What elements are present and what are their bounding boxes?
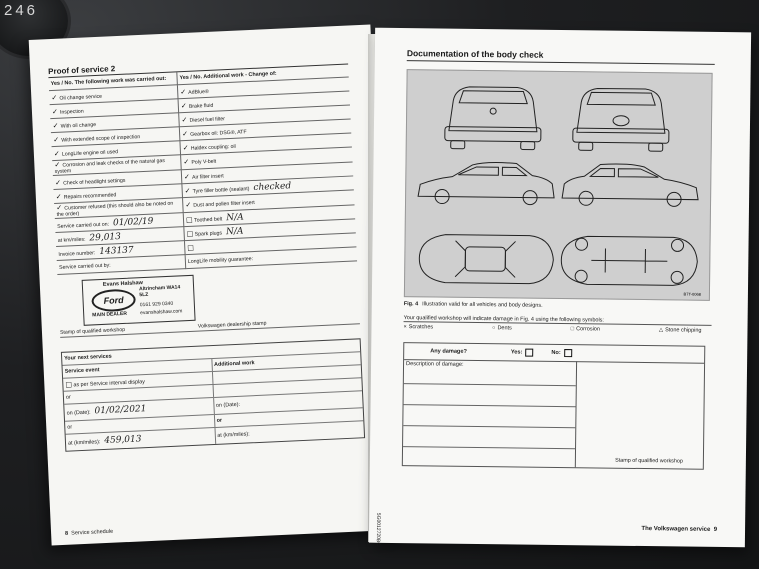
no-checkbox[interactable] — [564, 349, 572, 357]
interval-option: □as per Service interval display — [63, 372, 212, 392]
checkmark-icon: ✓ — [55, 192, 62, 201]
service-row-left: ✓ With extended scope of inspection — [51, 127, 180, 147]
fig-code: B7T-0068 — [683, 291, 701, 297]
handwritten-entry: 29,013 — [89, 231, 122, 243]
handwritten-date: 01/02/2021 — [94, 404, 147, 417]
handwritten-note: N/A — [225, 225, 244, 237]
service-row-left: ✓ Inspection — [50, 99, 179, 119]
figure-caption: Fig. 4 Illustration valid for all vehicles and body designs. — [403, 301, 543, 309]
service-row-right: ✓ Diesel fuel filter — [179, 105, 351, 127]
car-top-view — [419, 234, 554, 284]
damage-instruction: Your qualified workshop will indicate damage in Fig. 4 using the following symbols: — [404, 315, 712, 326]
damage-symbol: □ Corrosion — [570, 326, 600, 333]
checkmark-icon: ✓ — [182, 143, 189, 152]
left-footer: 8 Service schedule — [65, 528, 114, 537]
right-or: or — [214, 408, 363, 428]
car-rear-view — [445, 87, 542, 150]
car-outlines-svg — [405, 70, 712, 300]
checkmark-icon: ✓ — [51, 107, 59, 116]
service-row-left: Service carried out by: — [57, 255, 186, 275]
service-row-right: ✓ Dust and pollen filter insert — [183, 190, 355, 213]
service-row-left: Service carried out on: 01/02/19 — [55, 213, 184, 233]
or-label-2: or — [65, 415, 214, 435]
checkmark-icon: ✓ — [181, 129, 189, 138]
car-body-diagram — [404, 69, 713, 301]
handwritten-entry: 143137 — [99, 244, 134, 257]
checkbox-icon: □ — [186, 229, 194, 238]
handwritten-entry: 01/02/19 — [112, 216, 154, 228]
no-label: No: — [551, 349, 561, 357]
checkmark-icon: ✓ — [56, 203, 63, 212]
checkmark-icon: ✓ — [183, 172, 191, 181]
header-left: Yes / No. The following work was carried out: — [48, 72, 177, 90]
checkmark-icon: ✓ — [180, 101, 187, 110]
checkbox-icon: □ — [65, 380, 73, 389]
workshop-stamp-label: Stamp of qualified workshop — [615, 457, 683, 465]
checkmark-icon: ✓ — [183, 157, 190, 167]
description-label: Description of damage: — [404, 359, 576, 386]
service-booklet-right-page — [369, 28, 751, 548]
stamp-label: Stamp of qualified workshop — [59, 326, 126, 336]
service-row-right: □Toothed belt N/A — [183, 205, 355, 227]
service-row-left: ✓ Corrosion and leak checks of the natural gas system — [52, 155, 181, 176]
right-footer: The Volkswagen service 9 — [641, 526, 718, 533]
damage-description-area — [403, 359, 577, 467]
service-row-right: ✓ Poly V-belt — [181, 147, 353, 170]
car-left-side-view — [418, 162, 554, 205]
checkbox-icon: □ — [185, 215, 193, 224]
service-row-right: ✓ Gearbox oil: DSG®, ATF — [179, 119, 351, 141]
service-row-right: LongLife mobility guarantee: — [185, 247, 357, 269]
checkmark-icon: ✓ — [181, 115, 188, 124]
additional-work-header: Additional work — [212, 352, 361, 372]
checkmark-icon: ✓ — [180, 87, 187, 96]
stamp-town: Altrincham WA14 5LZ — [138, 284, 181, 299]
service-table — [48, 65, 357, 275]
checkmark-icon: ✓ — [51, 93, 58, 102]
yes-label: Yes: — [510, 349, 523, 356]
stamp-dealer: MAIN DEALER — [92, 310, 128, 319]
service-row-left: at km/miles: 29,013 — [55, 227, 184, 247]
yes-checkbox[interactable] — [525, 349, 533, 357]
car-front-view — [573, 88, 670, 151]
header-right: Yes / No. Additional work - Change of: — [177, 65, 349, 85]
checkbox-icon: □ — [187, 243, 195, 252]
at-km-row: at (km/miles): 459,013 — [67, 434, 142, 447]
stamp-area — [57, 261, 360, 338]
damage-symbol: × Scratches — [403, 324, 434, 331]
ford-logo-icon: Ford — [91, 288, 136, 312]
or-label: or — [64, 385, 213, 405]
service-row-left: ✓ With oil change — [50, 113, 179, 133]
handwritten-mileage: 459,013 — [104, 434, 142, 446]
service-event-header: Service event — [63, 359, 212, 379]
next-services-box — [61, 338, 365, 452]
stamp-web: evanshalshaw.com — [140, 308, 183, 317]
damage-symbol: △ Stone chipping — [658, 327, 702, 334]
right-on-date: on (Date): — [214, 391, 363, 415]
checkmark-icon: ✓ — [54, 160, 61, 169]
dealer-stamp — [82, 275, 196, 326]
right-at-km: at (km/miles): — [217, 431, 250, 439]
service-row-right: ✓ Tyre filler bottle (sealant) checked — [182, 176, 354, 198]
service-row-left: ✓ LongLife engine oil used — [52, 141, 181, 161]
service-row-right: ✓ AdBlue® — [177, 77, 349, 99]
service-row-left: ✓ Check of headlight settings — [53, 170, 182, 190]
service-row-left: Invoice number: 143137 — [56, 241, 185, 261]
service-row-left: ✓ Repairs recommended — [54, 184, 183, 204]
service-row-right: ✓ Air filter insert — [181, 162, 353, 184]
car-underbody-view — [561, 236, 698, 286]
service-row-left: ✓ Oil change service — [49, 85, 178, 105]
damage-symbol: ○ Dents — [492, 325, 512, 332]
checkmark-icon: ✓ — [53, 149, 60, 158]
handwritten-note: checked — [253, 180, 292, 193]
service-row-right: ✓ Haldex coupling: oil — [180, 133, 352, 155]
service-row-left: ✓ Customer refused (this should also be noted on the order) — [54, 198, 183, 219]
damage-question: Any damage? — [430, 348, 467, 355]
stamp-phone: 0161 929 0340 — [139, 300, 174, 309]
checkmark-icon: ✓ — [55, 178, 62, 187]
checkmark-icon: ✓ — [185, 200, 192, 210]
next-services-title: Your next services — [62, 339, 360, 366]
service-row-right: ✓ Brake fluid — [178, 91, 350, 113]
checkmark-icon: ✓ — [184, 186, 191, 195]
on-date-row: on (Date): 01/02/2021 — [64, 398, 213, 422]
service-booklet-left-page — [29, 25, 394, 546]
damage-symbols — [403, 324, 711, 334]
service-row-right: □Spark plugs N/A — [184, 219, 356, 241]
damage-form — [402, 342, 705, 470]
gear-knob-label: 246 — [4, 2, 39, 19]
handwritten-note: N/A — [226, 211, 244, 223]
checkmark-icon: ✓ — [52, 121, 59, 130]
document-code: 5G0012720BC — [374, 512, 382, 546]
stamp-name: Evans Halshaw — [102, 280, 144, 288]
page-title: Proof of service 2 — [48, 54, 348, 79]
car-right-side-view — [562, 163, 698, 206]
body-check-title: Documentation of the body check — [407, 48, 715, 65]
vw-stamp-label: Volkswagen dealership stamp — [197, 320, 267, 330]
checkmark-icon: ✓ — [53, 135, 60, 144]
